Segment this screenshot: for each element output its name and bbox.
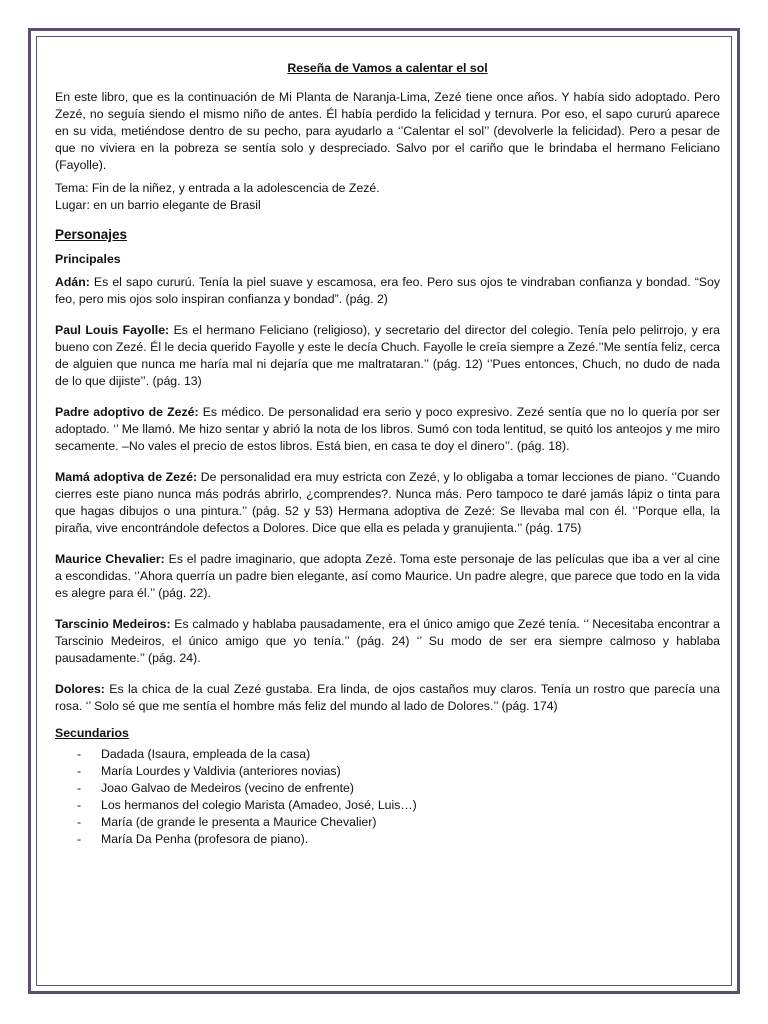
tema-line: Tema: Fin de la niñez, y entrada a la adolescencia de Zezé.	[55, 181, 380, 195]
character-name: Dolores:	[55, 682, 105, 696]
list-item-text: María Da Penha (profesora de piano).	[101, 832, 309, 846]
character-description: De personalidad era muy estricta con Zezé, y lo obligaba a tomar lecciones de piano. ‘’Cuando cierres este piano nunca más podrás abrirlo, ¿comprendes?. Nunca más. Pero tampoco te daré jamás lápiz o tinta para que hagas dibujos o una pintura.’’ (pág. 52 y 53) Hermana adoptiva de Zezé: Se llevaba mal con él. ‘’Porque ella, la piraña, vive encontrándole defectos a Dolores. Dice que ella es pelada y granujienta.’’ (pág. 175)	[55, 470, 720, 535]
list-item-text: María (de grande le presenta a Maurice Chevalier)	[101, 815, 377, 829]
character-name: Adán:	[55, 275, 90, 289]
character-entry	[55, 322, 720, 390]
character-name: Maurice Chevalier:	[55, 552, 165, 566]
principales-heading: Principales	[55, 252, 121, 266]
character-description: Es médico. De personalidad era serio y poco expresivo. Zezé sentía que no lo quería por ser adoptado. ‘’ Me llamó. Me hizo sentar y abrió la nota de los libros. Sumó con toda lentitud, se quitó los anteojos y me miro secamente. –No vales el precio de estos libros. Está bien, en casa te doy el dinero’’. (pág. 18).	[55, 405, 720, 453]
character-description: Es el hermano Feliciano (religioso), y secretario del director del colegio. Tenía pelo pelirrojo, y era bueno con Zezé. Él le decia querido Fayolle y este le decía Chuch. Fayolle le creía siempre a Zezé.’’Me sentía feliz, cerca de alguien que nunca me haría mal ni dejaría que me maltrataran.’’ (pág. 12) ‘’Pues entonces, Chuch, no dudo de nada de lo que dijiste’’. (pág. 13)	[55, 323, 720, 388]
character-description: Es el padre imaginario, que adopta Zezé. Toma este personaje de las películas que iba a ver al cine a escondidas. ‘’Ahora querría un padre bien elegante, así como Maurice. Un padre alegre, que parece que todo en la vida es alegre para él.’’ (pág. 22).	[55, 552, 720, 600]
list-item	[55, 831, 720, 848]
list-item	[55, 746, 720, 763]
bullet-dash: -	[77, 764, 82, 778]
list-item-text: María Lourdes y Valdivia (anteriores novias)	[101, 764, 341, 778]
character-entry	[55, 681, 720, 715]
character-entry	[55, 404, 720, 455]
bullet-dash: -	[77, 798, 82, 812]
character-entry	[55, 551, 720, 602]
character-description: Es la chica de la cual Zezé gustaba. Era linda, de ojos castaños muy claros. Tenía un rostro que parecía una rosa. ‘’ Solo sé que me sentía el hombre más feliz del mundo al lado de Dolores.’’ (pág. 174)	[55, 682, 720, 713]
bullet-dash: -	[77, 781, 82, 795]
character-description: Es el sapo cururú. Tenía la piel suave y escamosa, era feo. Pero sus ojos te vindraban confianza y bondad. “Soy feo, pero mis ojos solo inspiran confianza y bondad”. (pág. 2)	[55, 275, 720, 306]
list-item-text: Los hermanos del colegio Marista (Amadeo, José, Luis…)	[101, 798, 417, 812]
list-item	[55, 814, 720, 831]
list-item-text: Dadada (Isaura, empleada de la casa)	[101, 747, 311, 761]
bullet-dash: -	[77, 815, 82, 829]
character-description: Es calmado y hablaba pausadamente, era el único amigo que Zezé tenía. ‘’ Necesitaba encontrar a Tarscinio Medeiros, el único amigo que yo tenía.’’ (pág. 24) ‘’ Su modo de ser era siempre calmoso y hablaba pausadamente.’’ (pág. 24).	[55, 617, 720, 665]
document-title: Reseña de Vamos a calentar el sol	[287, 61, 488, 75]
list-item	[55, 763, 720, 780]
character-name: Tarscinio Medeiros:	[55, 617, 171, 631]
bullet-dash: -	[77, 832, 82, 846]
document-body	[55, 60, 720, 848]
lugar-line: Lugar: en un barrio elegante de Brasil	[55, 198, 261, 212]
personajes-heading: Personajes	[55, 227, 128, 242]
character-name: Paul Louis Fayolle:	[55, 323, 170, 337]
secundarios-list	[55, 746, 720, 848]
list-item	[55, 797, 720, 814]
character-entry	[55, 469, 720, 537]
list-item	[55, 780, 720, 797]
character-entry	[55, 616, 720, 667]
list-item-text: Joao Galvao de Medeiros (vecino de enfrente)	[101, 781, 354, 795]
character-name: Padre adoptivo de Zezé:	[55, 405, 199, 419]
character-name: Mamá adoptiva de Zezé:	[55, 470, 198, 484]
secundarios-heading: Secundarios	[55, 726, 129, 740]
character-entry	[55, 274, 720, 308]
intro-paragraph: En este libro, que es la continuación de Mi Planta de Naranja-Lima, Zezé tiene once años. Y había sido adoptado. Pero Zezé, no seguía siendo el mismo niño de antes. Él había perdido la felicidad y ternura. Por eso, el sapo cururú aparece en su vida, metiéndose dentro de su pecho, para ayudarlo a ‘’Calentar el sol’’ (devolverle la felicidad). Pero a pesar de que no viviera en la pobreza se sentía solo y despreciado. Salvo por el cariño que le brindaba el hermano Feliciano (Fayolle).	[55, 90, 720, 172]
bullet-dash: -	[77, 747, 82, 761]
